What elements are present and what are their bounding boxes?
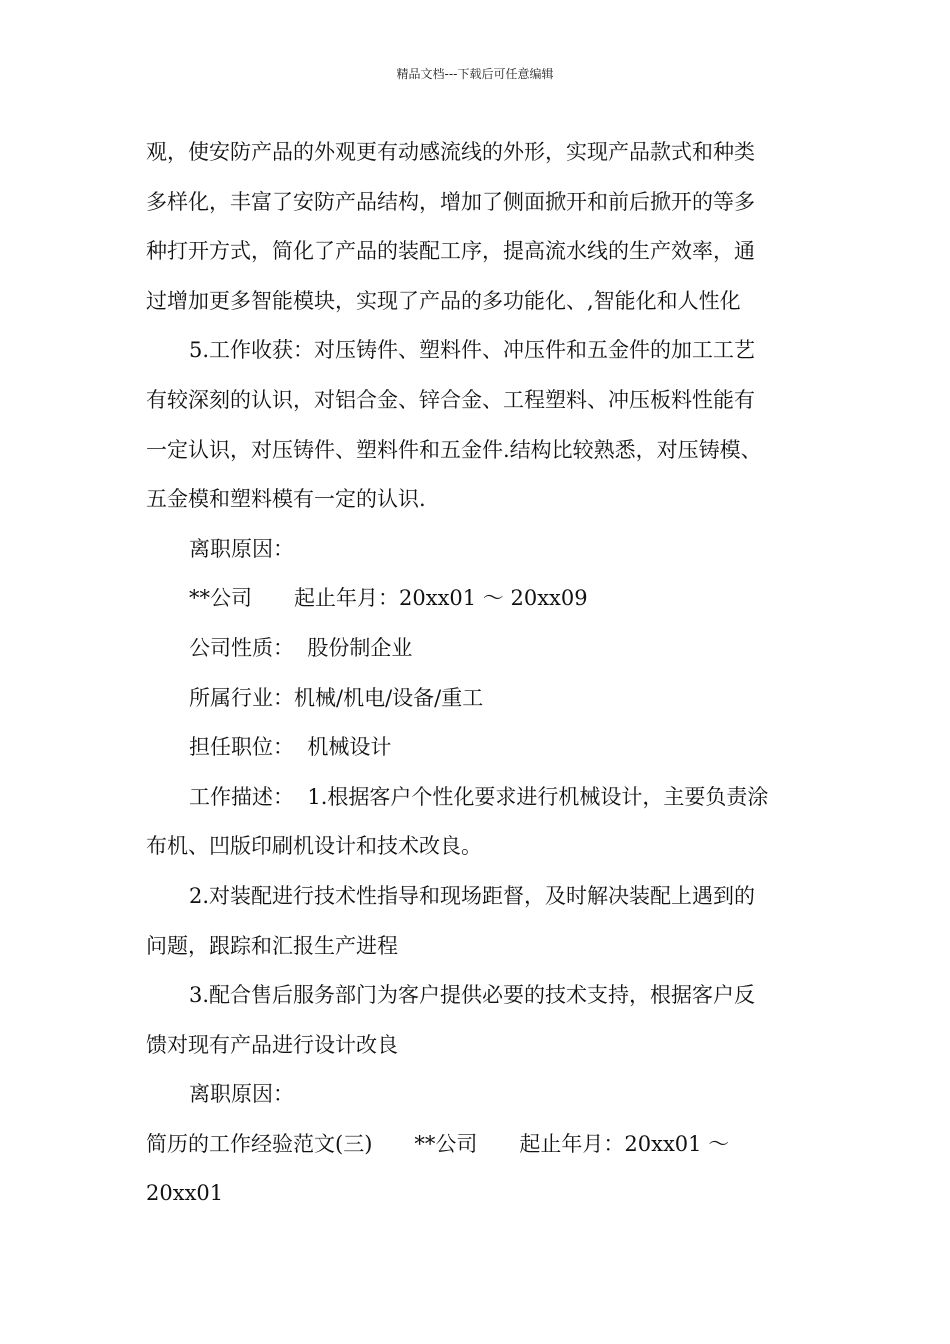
text-line: 公司性质： 股份制企业: [189, 635, 413, 660]
text-line: 离职原因：: [189, 536, 294, 561]
text-line: 观，使安防产品的外观更有动感流线的外形，实现产品款式和种类: [146, 140, 755, 164]
text-line: 多样化，丰富了安防产品结构，增加了侧面掀开和前后掀开的等多: [146, 189, 755, 214]
text-line: 种打开方式，简化了产品的装配工序，提高流水线的生产效率，通: [146, 239, 755, 264]
text-line: 简历的工作经验范文(三) **公司 起止年月：20xx01 ～: [146, 1131, 730, 1156]
document-body: [146, 128, 806, 1219]
text-line: 2.对装配进行技术性指导和现场距督，及时解决装配上遇到的: [189, 883, 756, 908]
text-line: **公司 起止年月：20xx01 ～ 20xx09: [189, 586, 588, 611]
text-line: 布机、凹版印刷机设计和技术改良。: [146, 834, 482, 859]
text-line: 馈对现有产品进行设计改良: [146, 1032, 398, 1057]
text-line: 五金模和塑料模有一定的认识.: [146, 487, 426, 512]
text-line: 一定认识，对压铸件、塑料件和五金件.结构比较熟悉，对压铸模、: [146, 437, 762, 462]
text-line: 工作描述： 1.根据客户个性化要求进行机械设计，主要负责涂: [189, 784, 769, 809]
page-header: 精品文档---下载后可任意编辑: [396, 67, 554, 81]
text-line: 担任职位： 机械设计: [189, 735, 392, 760]
text-line: 问题，跟踪和汇报生产进程: [146, 933, 398, 958]
text-line: 过增加更多智能模块，实现了产品的多功能化、,智能化和人性化: [146, 288, 741, 313]
text-line: 所属行业：机械/机电/设备/重工: [189, 685, 484, 710]
text-line: 有较深刻的认识，对铝合金、锌合金、工程塑料、冲压板料性能有: [146, 387, 755, 412]
text-line: 20xx01: [146, 1181, 224, 1206]
text-line: 离职原因：: [189, 1082, 294, 1107]
text-line: 3.配合售后服务部门为客户提供必要的技术支持，根据客户反: [189, 983, 756, 1008]
text-line: 5.工作收获：对压铸件、塑料件、冲压件和五金件的加工工艺: [189, 338, 756, 363]
